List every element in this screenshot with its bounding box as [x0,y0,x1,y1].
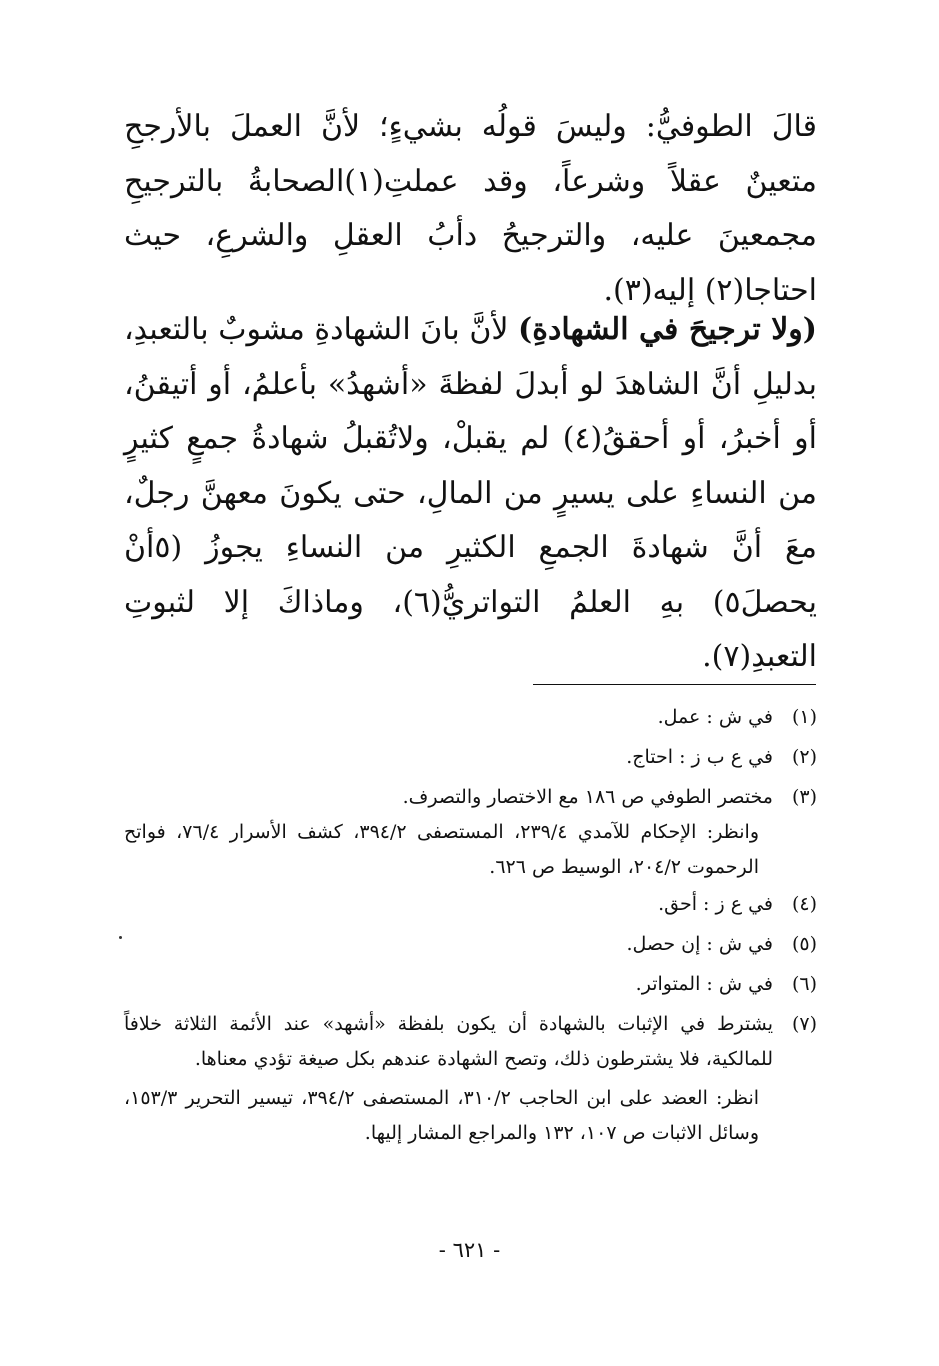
footnote-text: مختصر الطوفي ص ١٨٦ مع الاختصار والتصرف. [402,786,773,808]
footnote-body [124,887,773,922]
footnote-number: (١) [791,706,817,728]
footnote-text: في ش : إن حصل. [626,933,773,955]
paragraph-2-lead: (ولا ترجيحَ في الشهادةِ) [518,312,817,347]
footnote-body [124,780,773,885]
footnote-5 [124,927,817,962]
footnote-body [124,967,773,1002]
footnote-body [124,927,773,962]
footnote-body [124,740,773,775]
paragraph-2-text: لأنَّ بانَ الشهادةِ مشوبٌ بالتعبدِ، بدليلِ أنَّ الشاهدَ لو أبدلَ لفظةَ «أشهدُ» بأعلمُ، أو أتيقنُ، أو أخبرُ، أو أحققُ(٤) لم يقبلْ، ولاتُقبلُ شهادةُ جمعٍ كثيرٍ من النساءِ على يسيرٍ من المالِ، حتى يكونَ معهنَّ رجلٌ، معَ أنَّ شهادةَ الجمعِ الكثيرِ من النساءِ يجوزُ (٥أنْ يحصلَ٥) بهِ العلمُ التواتريُّ(٦)، وماذاكَ إلا لثبوتِ التعبدِ(٧). [124,312,818,674]
footnote-6 [124,967,817,1002]
paragraph-1-text: قالَ الطوفيُّ: وليسَ قولُه بشيءٍ؛ لأنَّ العملَ بالأرجحِ متعينٌ عقلاً وشرعاً، وقد عملتِ(١)الصحابةُ بالترجيحِ مجمعينَ عليه، والترجيحُ دأبُ العقلِ والشرعِ، حيث احتاجا(٢) إليه(٣). [124,109,818,308]
footnote-reference: وانظر: الإحكام للآمدي ٢٣٩/٤، المستصفى ٣٩٤/٢، كشف الأسرار ٧٦/٤، فواتح الرحموت ٢٠٤/٢، الوسيط ص ٦٢٦. [124,821,760,878]
footnote-1 [124,700,817,735]
footnote-number: (٦) [791,973,817,995]
footnote-text: في ع ب ز : احتاج. [626,746,773,768]
footnote-body [124,1007,773,1151]
footnote-number: (٤) [791,893,817,915]
footnote-number: (٢) [791,746,817,768]
footnote-3 [124,780,817,885]
footnote-body [124,700,773,735]
footnote-text: يشترط في الإثبات بالشهادة أن يكون بلفظة «أشهد» عند الأئمة الثلاثة خلافاً للمالكية، فلا يشترطون ذلك، وتصح الشهادة عندهم بكل صيغة تؤدي معناها. [124,1013,773,1070]
main-paragraph-2 [124,303,817,685]
page-number: - ٦٢١ - [438,1238,501,1262]
footnotes-section [124,700,817,1156]
footnote-reference: انظر: العضد على ابن الحاجب ٣١٠/٢، المستصفى ٣٩٤/٢، تيسير التحرير ١٥٣/٣، وسائل الاثبات ص ١٠٧، ١٣٢ والمراجع المشار إليها. [124,1087,760,1144]
scan-speck [119,936,122,939]
footnote-number: (٣) [791,786,817,808]
footnote-text: في ش : المتواتر. [635,973,773,995]
footnote-2 [124,740,817,775]
footnote-text: في ش : عمل. [657,706,773,728]
footnote-4 [124,887,817,922]
footnote-text: في ع ز : أحق. [658,893,773,915]
main-paragraph-1 [124,100,817,318]
footnote-separator [533,684,816,685]
footnote-7 [124,1007,817,1151]
footnote-number: (٧) [791,1013,817,1035]
footnote-number: (٥) [791,933,817,955]
